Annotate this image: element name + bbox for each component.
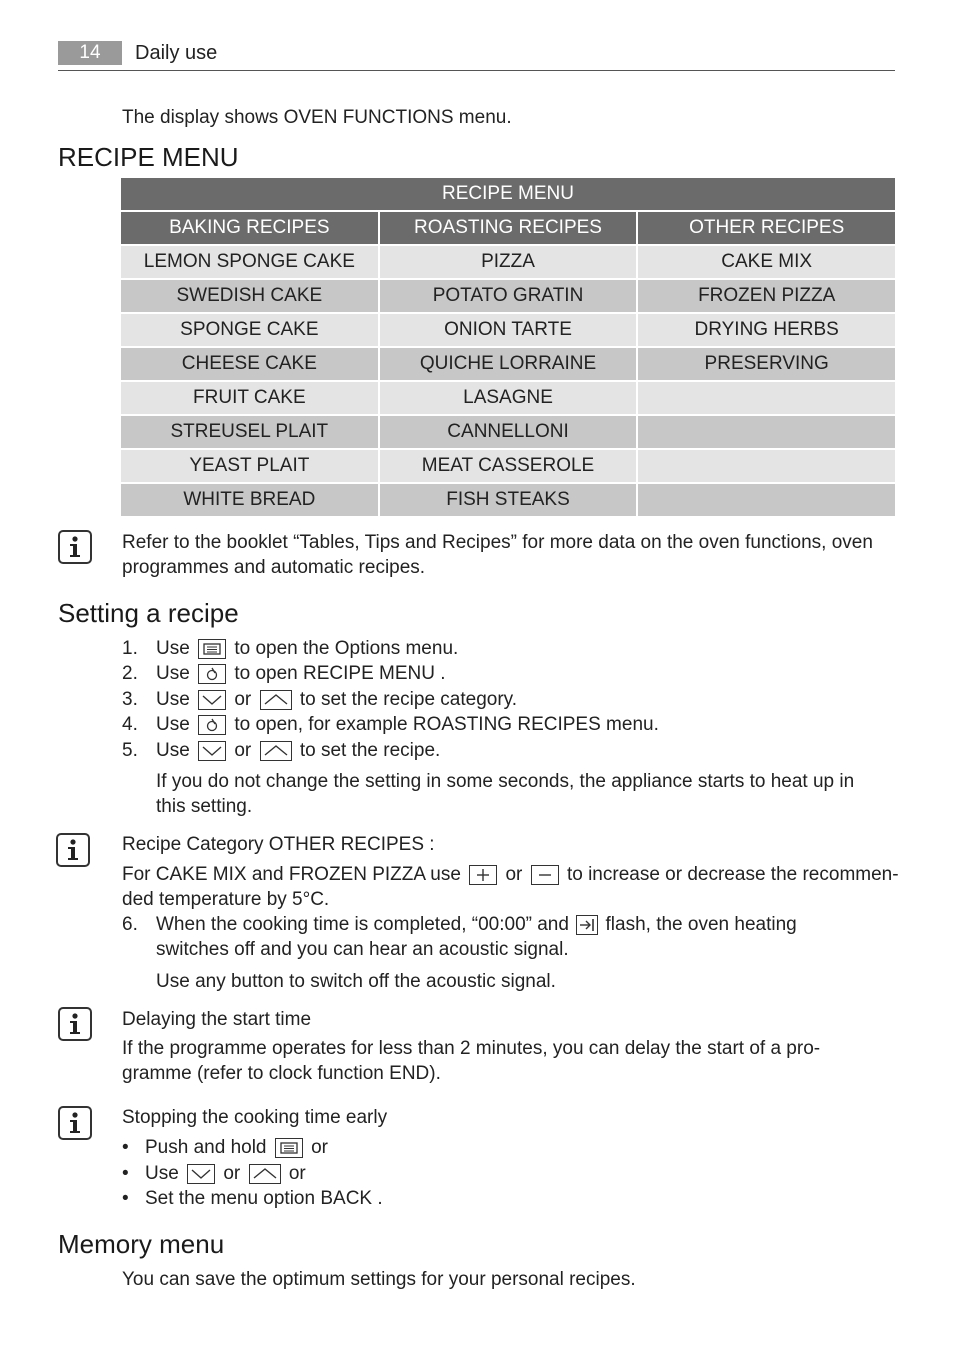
table-row xyxy=(121,246,895,280)
table-row xyxy=(121,450,895,484)
list-item-text: or xyxy=(311,1137,328,1158)
step-number: 1. xyxy=(122,638,138,659)
step-6-line2: switches off and you can hear an acoustic signal. xyxy=(156,939,569,960)
recipe-menu-table xyxy=(121,178,895,518)
end-time-icon xyxy=(576,915,598,935)
table-cell: PRESERVING xyxy=(638,348,895,382)
other-recipes-text: or xyxy=(505,864,523,885)
other-recipes-line1 xyxy=(122,862,899,887)
step-text: to open, for example ROASTING RECIPES menu. xyxy=(234,714,659,735)
delay-line2: gramme (refer to clock function END). xyxy=(122,1063,441,1084)
table-cell: CANNELLONI xyxy=(380,416,639,450)
step-text: to open the Options menu. xyxy=(234,638,459,659)
table-cell: ONION TARTE xyxy=(380,314,639,348)
step-number: 5. xyxy=(122,740,138,761)
other-recipes-text: to increase or decrease the recommen- xyxy=(566,864,899,885)
bullet: • xyxy=(122,1163,129,1184)
table-cell: PIZZA xyxy=(380,246,639,280)
step-text: Use xyxy=(156,740,190,761)
table-cell: MEAT CASSEROLE xyxy=(380,450,639,484)
section-title: Daily use xyxy=(135,42,218,64)
step-text: Use xyxy=(156,638,190,659)
step-5-note-line2: this setting. xyxy=(156,796,253,817)
step-number: 3. xyxy=(122,689,138,710)
step-text: to set the recipe. xyxy=(299,740,441,761)
table-row xyxy=(121,348,895,382)
step-6-note: Use any button to switch off the acoustic signal. xyxy=(156,971,556,992)
up-arrow-icon xyxy=(260,690,292,710)
step-5-note-line1: If you do not change the setting in some seconds, the appliance starts to heat up in xyxy=(156,771,855,792)
table-cell: CAKE MIX xyxy=(638,246,895,280)
plus-icon xyxy=(469,865,497,885)
list-item-text: or xyxy=(288,1163,306,1184)
table-cell xyxy=(638,382,895,416)
minus-icon xyxy=(531,865,559,885)
step-text: Use xyxy=(156,714,190,735)
list-item-text: Use xyxy=(145,1163,179,1184)
booklet-note-line2: programmes and automatic recipes. xyxy=(122,557,426,578)
info-icon xyxy=(58,530,92,564)
column-header-roasting: ROASTING RECIPES xyxy=(380,212,639,246)
recipe-menu-heading: RECIPE MENU xyxy=(58,142,239,172)
down-arrow-icon xyxy=(198,741,226,761)
info-icon xyxy=(56,833,90,867)
info-icon xyxy=(58,1007,92,1041)
step-text: flash, the oven heating xyxy=(605,914,797,935)
delay-line1: If the programme operates for less than 2 minutes, you can delay the start of a pro- xyxy=(122,1038,821,1059)
up-arrow-icon xyxy=(249,1164,281,1184)
list-item-text: Push and hold xyxy=(145,1137,267,1158)
table-cell xyxy=(638,484,895,518)
step-text: to set the recipe category. xyxy=(299,689,518,710)
memory-menu-heading: Memory menu xyxy=(58,1229,225,1259)
table-cell: SPONGE CAKE xyxy=(121,314,380,348)
table-cell: LEMON SPONGE CAKE xyxy=(121,246,380,280)
list-item-text: or xyxy=(223,1163,241,1184)
options-menu-icon xyxy=(198,639,226,659)
column-header-other: OTHER RECIPES xyxy=(638,212,895,246)
table-cell xyxy=(638,450,895,484)
list-item-text: Set the menu option BACK . xyxy=(145,1188,383,1209)
table-cell: LASAGNE xyxy=(380,382,639,416)
table-cell: FROZEN PIZZA xyxy=(638,280,895,314)
table-cell: CHEESE CAKE xyxy=(121,348,380,382)
other-recipes-title: Recipe Category OTHER RECIPES : xyxy=(122,834,435,855)
table-cell: POTATO GRATIN xyxy=(380,280,639,314)
table-cell xyxy=(638,416,895,450)
table-cell: QUICHE LORRAINE xyxy=(380,348,639,382)
down-arrow-icon xyxy=(187,1164,215,1184)
info-icon xyxy=(58,1106,92,1140)
other-recipes-text: For CAKE MIX and FROZEN PIZZA use xyxy=(122,864,461,885)
delay-title: Delaying the start time xyxy=(122,1009,312,1030)
table-row xyxy=(121,280,895,314)
step-text: or xyxy=(234,740,252,761)
table-row xyxy=(121,314,895,348)
table-cell: DRYING HERBS xyxy=(638,314,895,348)
header-divider xyxy=(58,70,895,71)
setting-recipe-heading: Setting a recipe xyxy=(58,598,239,628)
up-arrow-icon xyxy=(260,741,292,761)
table-title: RECIPE MENU xyxy=(121,178,895,212)
page-number: 14 xyxy=(58,41,122,65)
table-header-row xyxy=(121,212,895,246)
stop-title: Stopping the cooking time early xyxy=(122,1107,388,1128)
column-header-baking: BAKING RECIPES xyxy=(121,212,380,246)
table-cell: FRUIT CAKE xyxy=(121,382,380,416)
memory-menu-text: You can save the optimum settings for your personal recipes. xyxy=(122,1269,636,1290)
ok-icon xyxy=(198,664,226,684)
table-cell: SWEDISH CAKE xyxy=(121,280,380,314)
intro-text: The display shows OVEN FUNCTIONS menu. xyxy=(122,107,512,128)
step-text: Use xyxy=(156,689,190,710)
step-number: 4. xyxy=(122,714,138,735)
other-recipes-line2: ded temperature by 5°C. xyxy=(122,889,330,910)
bullet: • xyxy=(122,1137,129,1158)
table-cell: YEAST PLAIT xyxy=(121,450,380,484)
options-menu-icon xyxy=(275,1138,303,1158)
table-cell: WHITE BREAD xyxy=(121,484,380,518)
step-number: 6. xyxy=(122,914,138,935)
table-row xyxy=(121,484,895,518)
table-cell: STREUSEL PLAIT xyxy=(121,416,380,450)
table-row xyxy=(121,382,895,416)
step-number: 2. xyxy=(122,663,138,684)
table-row xyxy=(121,416,895,450)
step-text: When the cooking time is completed, “00:00” and xyxy=(156,914,569,935)
booklet-note-line1: Refer to the booklet “Tables, Tips and Recipes” for more data on the oven functions, oven xyxy=(122,532,873,553)
down-arrow-icon xyxy=(198,690,226,710)
step-text: to open RECIPE MENU . xyxy=(234,663,446,684)
step-text: or xyxy=(234,689,252,710)
table-cell: FISH STEAKS xyxy=(380,484,639,518)
bullet: • xyxy=(122,1188,129,1209)
ok-icon xyxy=(198,715,226,735)
step-text: Use xyxy=(156,663,190,684)
